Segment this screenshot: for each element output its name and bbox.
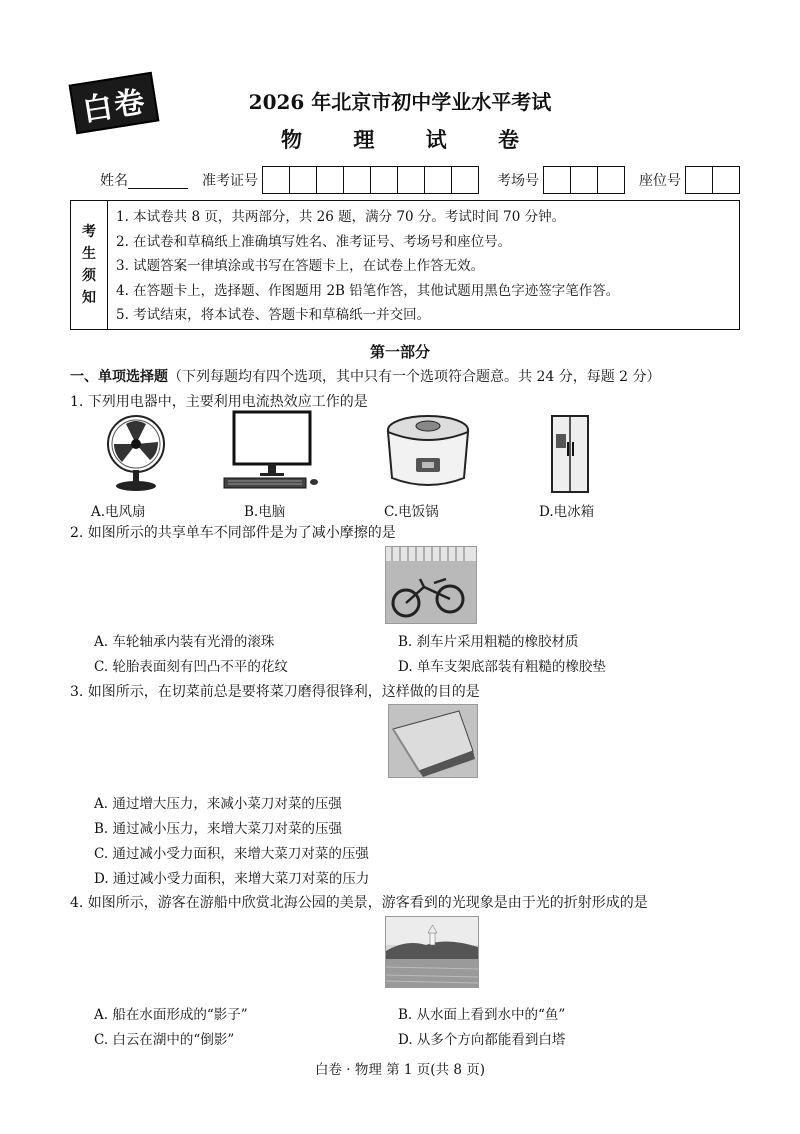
section-heading — [70, 366, 661, 386]
candidate-notice — [70, 200, 740, 330]
notice-item: 3. 试题答案一律填涂或书写在答题卡上，在试卷上作答无效。 — [116, 258, 485, 275]
name-label: 姓名 — [100, 173, 128, 189]
shared-bicycle-photo — [385, 546, 477, 624]
notice-list — [108, 201, 619, 329]
page-footer: 白卷 · 物理 第 1 页(共 8 页) — [314, 1062, 486, 1078]
exam-id-boxes[interactable] — [262, 166, 479, 194]
room-label: 考场号 — [497, 173, 539, 189]
exam-title: 2026 年北京市初中学业水平考试 — [248, 90, 552, 114]
question-1-option-d[interactable]: D.电冰箱 — [539, 504, 595, 520]
rice-cooker-image — [378, 412, 478, 496]
question-4-stem: 4. 如图所示，游客在游船中欣赏北海公园的美景，游客看到的光现象是由于光的折射形成的是 — [70, 895, 648, 911]
seat-boxes[interactable] — [685, 166, 740, 194]
seat-label: 座位号 — [639, 173, 681, 189]
question-3-option-d[interactable]: D. 通过减小受力面积，来增大菜刀对菜的压力 — [94, 871, 370, 887]
electric-fan-image — [96, 412, 176, 492]
question-2-option-a[interactable]: A. 车轮轴承内装有光滑的滚珠 — [94, 634, 275, 650]
question-2-option-c[interactable]: C. 轮胎表面刻有凹凸不平的花纹 — [94, 659, 288, 675]
exam-id-label: 准考证号 — [202, 173, 258, 189]
question-1-option-a[interactable]: A.电风扇 — [91, 504, 146, 520]
question-4-option-a[interactable]: A. 船在水面形成的“影子” — [94, 1007, 248, 1023]
notice-item: 1. 本试卷共 8 页，共两部分，共 26 题，满分 70 分。考试时间 70 分钟。 — [116, 209, 566, 225]
refrigerator-image — [540, 412, 600, 496]
question-2-option-b[interactable]: B. 刹车片采用粗糙的橡胶材质 — [398, 634, 579, 650]
notice-item: 4. 在答题卡上，选择题、作图题用 2B 铅笔作答，其他试题用黑色字迹签字笔作答。 — [116, 282, 620, 299]
question-4-option-c[interactable]: C. 白云在湖中的“倒影” — [94, 1032, 235, 1048]
name-field[interactable] — [128, 172, 188, 189]
question-3-option-b[interactable]: B. 通过减小压力，来增大菜刀对菜的压强 — [94, 821, 343, 837]
computer-image — [220, 410, 320, 494]
candidate-fields — [100, 166, 740, 194]
notice-item: 5. 考试结束，将本试卷、答题卡和草稿纸一并交回。 — [116, 307, 431, 324]
question-4-option-d[interactable]: D. 从多个方向都能看到白塔 — [398, 1032, 566, 1048]
room-boxes[interactable] — [543, 166, 625, 194]
question-2-option-d[interactable]: D. 单车支架底部装有粗糙的橡胶垫 — [398, 659, 606, 675]
section-note: （下列每题均有四个选项，其中只有一个选项符合题意。共 24 分，每题 2 分） — [168, 369, 661, 385]
question-3-option-a[interactable]: A. 通过增大压力，来减小菜刀对菜的压强 — [94, 796, 342, 812]
kitchen-knife-photo — [388, 704, 478, 778]
paper-badge: 白卷 — [69, 72, 160, 135]
question-1-stem: 1. 下列用电器中，主要利用电流热效应工作的是 — [70, 394, 368, 410]
question-2-stem: 2. 如图所示的共享单车不同部件是为了减小摩擦的是 — [70, 525, 396, 541]
section-title: 一、单项选择题 — [70, 369, 168, 385]
question-3-stem: 3. 如图所示，在切菜前总是要将菜刀磨得很锋利，这样做的目的是 — [70, 684, 480, 700]
question-1-option-c[interactable]: C.电饭锅 — [384, 504, 439, 520]
notice-heading: 考 生 须 知 — [71, 201, 108, 329]
question-4-option-b[interactable]: B. 从水面上看到水中的“鱼” — [398, 1007, 566, 1023]
question-1-option-b[interactable]: B.电脑 — [244, 504, 286, 520]
question-3-option-c[interactable]: C. 通过减小受力面积，来增大菜刀对菜的压强 — [94, 846, 369, 862]
beihai-park-photo — [385, 916, 479, 988]
notice-item: 2. 在试卷和草稿纸上准确填写姓名、准考证号、考场号和座位号。 — [116, 233, 512, 250]
exam-subtitle: 物 理 试 卷 — [281, 127, 541, 152]
part-title: 第一部分 — [369, 343, 430, 361]
